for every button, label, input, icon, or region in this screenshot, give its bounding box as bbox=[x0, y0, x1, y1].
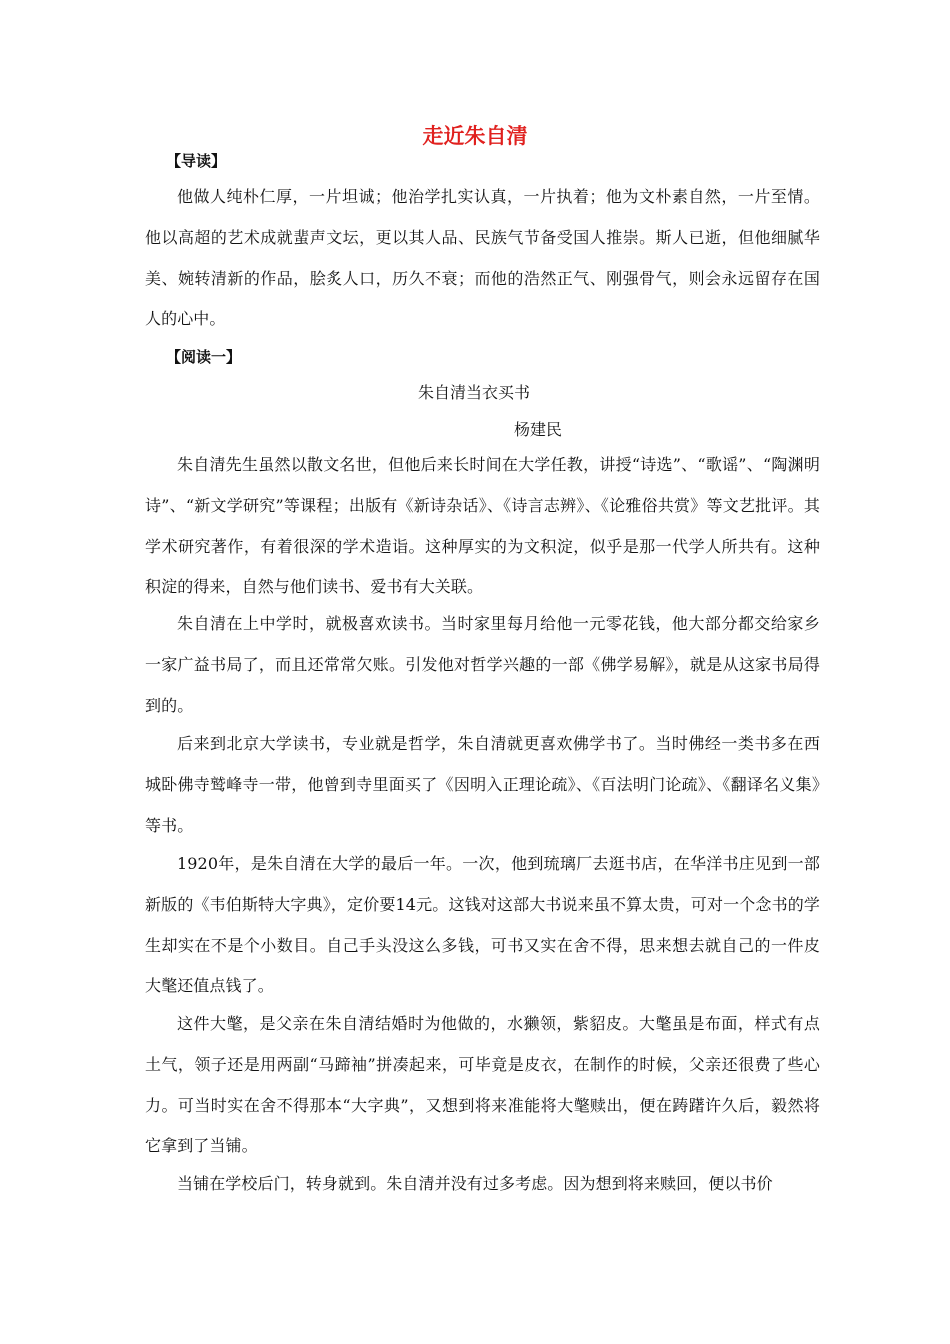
reading-paragraph-4: 1920年，是朱自清在大学的最后一年。一次，他到琉璃厂去逛书店，在华洋书庄见到一部新版的《韦伯斯特大字典》，定价要14元。这钱对这部大书说来虽不算太贵，可对一个念书的学生却实在不是个小数目。自己手头没这么多钱，可书又实在舍不得，思来想去就自己的一件皮大氅还值点钱了。 bbox=[145, 854, 820, 996]
reading-paragraph-2: 朱自清在上中学时，就极喜欢读书。当时家里每月给他一元零花钱，他大部分都交给家乡一家广益书局了，而且还常常欠账。引发他对哲学兴趣的一部《佛学易解》，就是从这家书局得到的。 bbox=[145, 614, 820, 715]
reading-paragraph-5: 这件大氅，是父亲在朱自清结婚时为他做的，水獭领，紫貂皮。大氅虽是布面，样式有点土气，领子还是用两副“马蹄袖”拼凑起来，可毕竟是皮衣，在制作的时候，父亲还很费了些心力。可当时实在舍不得那本“大字典”，又想到将来准能将大氅赎出，便在踌躇许久后，毅然将它拿到了当铺。 bbox=[145, 1014, 820, 1156]
reading-one-author: 杨建民 bbox=[514, 420, 563, 439]
reading-one-title: 朱自清当衣买书 bbox=[418, 383, 531, 402]
reading-one-heading: 【阅读一】 bbox=[166, 348, 242, 366]
article-title: 走近朱自清 bbox=[422, 124, 528, 148]
reading-paragraph-3: 后来到北京大学读书，专业就是哲学，朱自清就更喜欢佛学书了。当时佛经一类书多在西城卧佛寺鹫峰寺一带，他曾到寺里面买了《因明入正理论疏》、《百法明门论疏》、《翻译名义集》等书。 bbox=[145, 734, 820, 835]
guide-heading: 【导读】 bbox=[166, 152, 227, 170]
reading-paragraph-1: 朱自清先生虽然以散文名世，但他后来长时间在大学任教，讲授“诗选”、“歌谣”、“陶渊明诗”、“新文学研究”等课程；出版有《新诗杂话》、《诗言志辨》、《论雅俗共赏》等文艺批评。其学术研究著作，有着很深的学术造诣。这种厚实的为文积淀，似乎是那一代学人所共有。这种积淀的得来，自然与他们读书、爱书有大关联。 bbox=[145, 455, 820, 597]
guide-paragraph: 他做人纯朴仁厚，一片坦诚；他治学扎实认真，一片执着；他为文朴素自然，一片至情。他以高超的艺术成就蜚声文坛，更以其人品、民族气节备受国人推崇。斯人已逝，但他细腻华美、婉转清新的作品，脍炙人口，历久不衰；而他的浩然正气、刚强骨气，则会永远留存在国人的心中。 bbox=[145, 187, 820, 329]
reading-paragraph-6: 当铺在学校后门，转身就到。朱自清并没有过多考虑。因为想到将来赎回，便以书价 bbox=[177, 1174, 773, 1193]
